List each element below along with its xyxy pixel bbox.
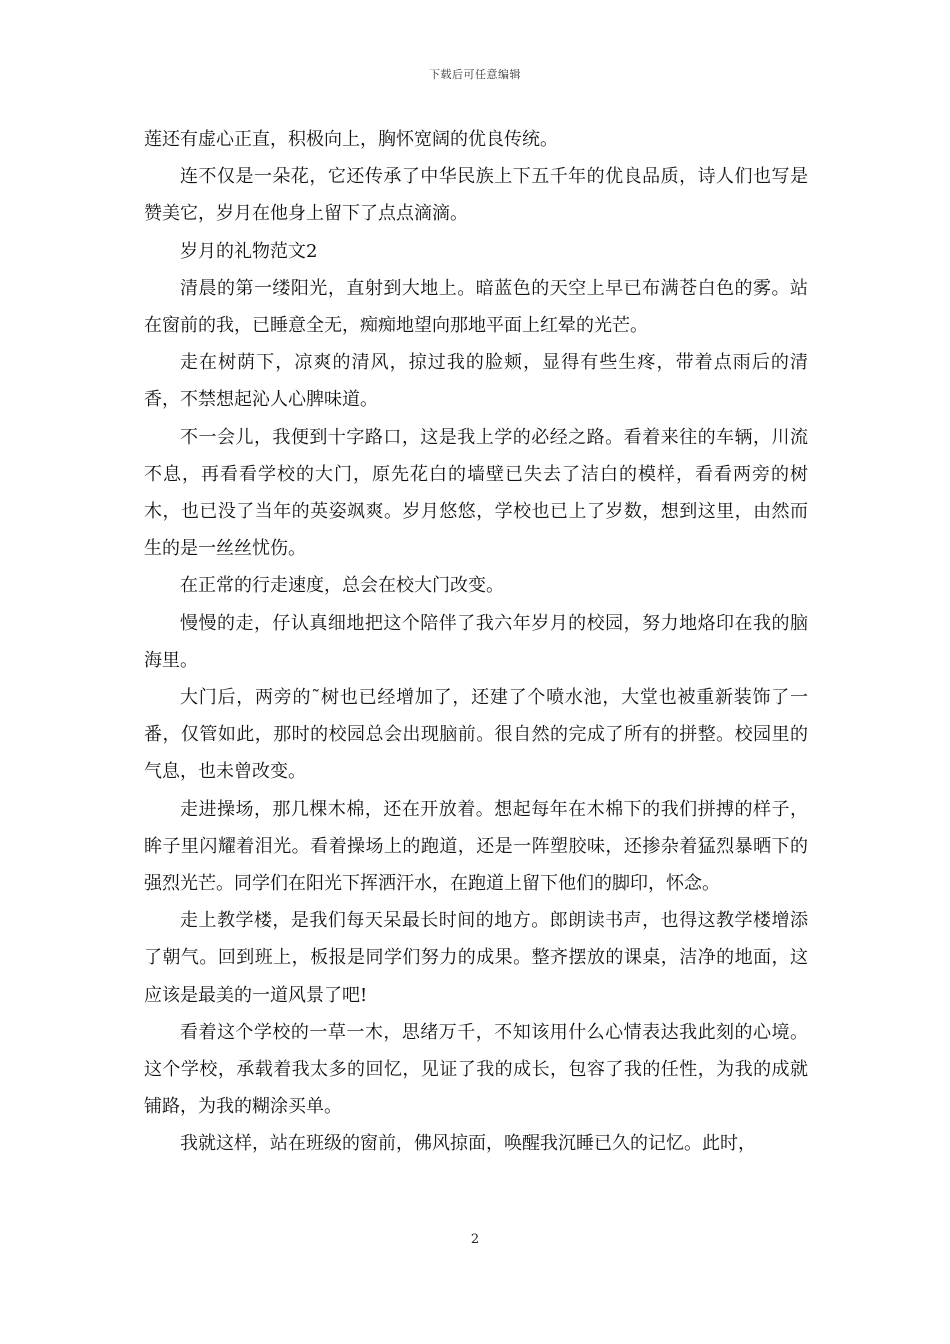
paragraph: 走上教学楼，是我们每天呆最长时间的地方。郎朗读书声，也得这教学楼增添了朝气。回到班上，板报是同学们努力的成果。整齐摆放的课桌，洁净的地面，这应该是最美的一道风景了吧! (144, 910, 808, 1006)
section-title: 岁月的礼物范文2 (180, 240, 318, 262)
paragraph: 我就这样，站在班级的窗前，佛风掠面，唤醒我沉睡已久的记忆。此时， (180, 1133, 756, 1155)
paragraph: 大门后，两旁的˜树也已经增加了，还建了个喷水池，大堂也被重新装饰了一番，仅管如此，那时的校园总会出现脑前。很自然的完成了所有的拼整。校园里的气息，也未曾改变。 (144, 687, 808, 783)
paragraph: 在正常的行走速度，总会在校大门改变。 (180, 575, 504, 597)
page-number: 2 (470, 1232, 480, 1247)
paragraph: 看着这个学校的一草一木，思绪万千，不知该用什么心情表达我此刻的心境。这个学校，承载着我太多的回忆，见证了我的成长，包容了我的任性，为我的成就铺路，为我的糊涂买单。 (144, 1021, 808, 1118)
paragraph: 走进操场，那几棵木棉，还在开放着。想起每年在木棉下的我们拼搏的样子，眸子里闪耀着泪光。看着操场上的跑道，还是一阵塑胶味，还掺杂着猛烈暴晒下的强烈光芒。同学们在阳光下挥洒汗水，在跑道上留下他们的脚印，怀念。 (144, 798, 808, 895)
paragraph: 走在树荫下，凉爽的清风，掠过我的脸颊，显得有些生疼，带着点雨后的清香，不禁想起沁人心脾味道。 (144, 352, 808, 411)
paragraph: 不一会儿，我便到十字路口，这是我上学的必经之路。看着来往的车辆，川流不息，再看看学校的大门，原先花白的墙壁已失去了洁白的模样，看看两旁的树木，也已没了当年的英姿飒爽。岁月悠悠，学校也已上了岁数，想到这里，由然而生的是一丝丝忧伤。 (144, 426, 808, 560)
paragraph: 莲还有虚心正直，积极向上，胸怀宽阔的优良传统。 (144, 129, 558, 150)
page-header: 下载后可任意编辑 (429, 68, 521, 81)
paragraph: 清晨的第一缕阳光，直射到大地上。暗蓝色的天空上早已布满苍白色的雾。站在窗前的我，已睡意全无，痴痴地望向那地平面上红晕的光芒。 (144, 277, 808, 337)
paragraph: 慢慢的走，仔认真细地把这个陪伴了我六年岁月的校园，努力地烙印在我的脑海里。 (144, 612, 808, 671)
document-body (144, 121, 808, 1163)
paragraph: 连不仅是一朵花，它还传承了中华民族上下五千年的优良品质，诗人们也写是赞美它，岁月在他身上留下了点点滴滴。 (144, 166, 808, 225)
